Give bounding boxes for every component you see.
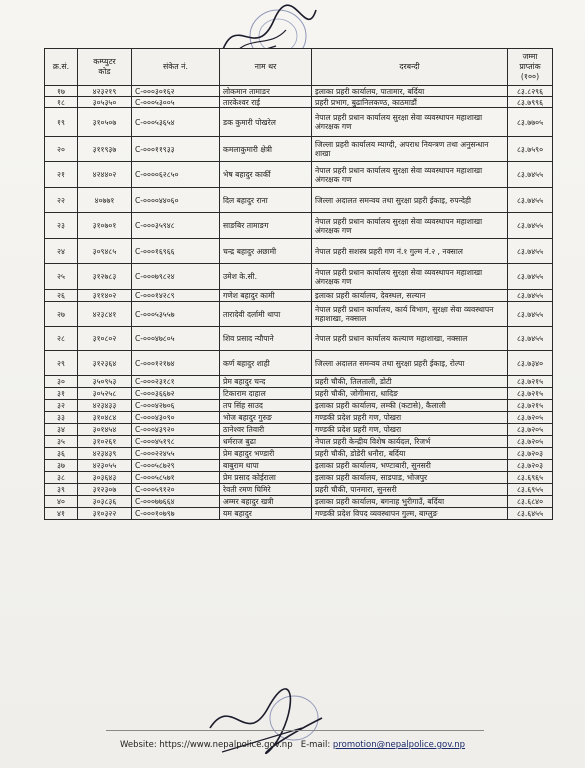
footer-email-link[interactable]: promotion@nepalpolice.gov.np	[332, 740, 466, 750]
row-computer-code: ३१०२६१	[78, 436, 132, 448]
row-total-marks: ८३.७२१५	[508, 376, 553, 388]
row-total-marks: ८३.७२०३	[508, 448, 553, 460]
footer	[0, 740, 585, 750]
row-post: नेपाल प्रहरी प्रधान कार्यालय, कार्य विभाग, सुरक्षा सेवा व्यवस्थापन महाशाखा, नक्साल	[312, 302, 508, 327]
row-post: नेपाल प्रहरी सशस्त्र प्रहरी गण नं.१ गुल्म नं.२ , नक्साल	[312, 239, 508, 264]
row-name: प्रेम बहादुर भण्डारी	[220, 448, 312, 460]
footer-divider	[106, 730, 484, 731]
table-row	[45, 376, 553, 388]
row-total-marks: ८३.६९५५	[508, 484, 553, 496]
row-name: बाबुराम थापा	[220, 460, 312, 472]
row-name: प्रेम बहादुर चन्द	[220, 376, 312, 388]
row-name: तप सिंह साउद	[220, 400, 312, 412]
row-computer-code: ४०७७१	[78, 188, 132, 213]
row-total-marks: ८३.७५९०	[508, 137, 553, 162]
table-row	[45, 327, 553, 351]
row-post: इलाका प्रहरी कार्यालय, लम्की (कटासे), कैलाली	[312, 400, 508, 412]
row-post: गण्डकी प्रदेश विपद व्यवस्थापन गुल्म, बाग्लुङ	[312, 508, 508, 520]
row-serial: २४	[45, 239, 78, 264]
row-total-marks: ८३.७२०५	[508, 424, 553, 436]
row-name: भोज बहादुर गुरुङ	[220, 412, 312, 424]
row-post: इलाका प्रहरी कार्यालय, भण्टाबारी, सुनसरी	[312, 460, 508, 472]
table-row	[45, 496, 553, 508]
row-computer-code: ४२३०५५	[78, 460, 132, 472]
row-serial: २३	[45, 213, 78, 239]
row-total-marks: ८३.७४५५	[508, 327, 553, 351]
row-computer-code: ३१०७०१	[78, 213, 132, 239]
table-row	[45, 388, 553, 400]
row-post: प्रहरी चौकी, जोगीमारा, धादिङ	[312, 388, 508, 400]
header-marks-line1: जम्मा	[522, 52, 538, 61]
row-total-marks: ८३.७४५५	[508, 290, 553, 302]
row-total-marks: ८३.७४५५	[508, 162, 553, 188]
row-computer-code: ३०३६४३	[78, 472, 132, 484]
row-name: दिल बहादुर राना	[220, 188, 312, 213]
table-row	[45, 264, 553, 290]
row-post: नेपाल प्रहरी प्रधान कार्यालय सुरक्षा सेवा व्यवस्थापन महाशाखा अंगरक्षक गण	[312, 108, 508, 137]
row-total-marks: ८३.७२०३	[508, 460, 553, 472]
table-row	[45, 108, 553, 137]
row-serial: १९	[45, 108, 78, 137]
row-computer-code: ३१०८०२	[78, 327, 132, 351]
row-symbol-number: C-०००३०१६२	[132, 86, 220, 97]
row-name: उमेश के.सी.	[220, 264, 312, 290]
row-computer-code: ३१०४८४	[78, 412, 132, 424]
table-row	[45, 460, 553, 472]
row-symbol-number: C-०००२२४५५	[132, 448, 220, 460]
row-post: गण्डकी प्रदेश प्रहरी गण, पोखरा	[312, 424, 508, 436]
row-symbol-number: C-०००५३००५	[132, 97, 220, 108]
row-name: यम बहादुर	[220, 508, 312, 520]
row-name: कर्ण बहादुर शाही	[220, 351, 312, 376]
results-table	[44, 48, 553, 520]
table-row	[45, 484, 553, 496]
row-serial: ३७	[45, 460, 78, 472]
row-name: तारादेवी दर्लामी थापा	[220, 302, 312, 327]
row-post: इलाका प्रहरी कार्यालय, साडपाड, भोजपुर	[312, 472, 508, 484]
row-symbol-number: C-००००६२८५०	[132, 162, 220, 188]
row-serial: ३३	[45, 412, 78, 424]
row-computer-code: ३१२७८३	[78, 264, 132, 290]
header-total-marks	[508, 49, 553, 86]
row-serial: ४१	[45, 508, 78, 520]
row-serial: ३१	[45, 388, 78, 400]
table-row	[45, 213, 553, 239]
footer-website[interactable]: Website: https://www.nepalpolice.gov.np	[119, 740, 293, 750]
row-computer-code: ३०१४५४	[78, 424, 132, 436]
row-total-marks: ८३.७४५५	[508, 264, 553, 290]
table-row	[45, 239, 553, 264]
row-serial: ३६	[45, 448, 78, 460]
row-total-marks: ८३.८२९६	[508, 86, 553, 97]
row-symbol-number: C-०००५३५५७	[132, 302, 220, 327]
row-total-marks: ८३.७४५५	[508, 188, 553, 213]
row-post: इलाका प्रहरी कार्यालय, देवस्थल, सल्यान	[312, 290, 508, 302]
table-row	[45, 412, 553, 424]
row-total-marks: ८३.७४५५	[508, 239, 553, 264]
row-post: जिल्ला प्रहरी कार्यालय म्याग्दी, अपराध नियन्त्रण तथा अनुसन्धान शाखा	[312, 137, 508, 162]
row-computer-code: ४२३८४१	[78, 302, 132, 327]
row-symbol-number: C-०००१२१७४	[132, 351, 220, 376]
row-total-marks: ८३.६४५५	[508, 508, 553, 520]
row-symbol-number: C-०००४५१९८	[132, 436, 220, 448]
row-computer-code: ३०३८३६	[78, 496, 132, 508]
header-symbol-number: संकेत नं.	[132, 49, 220, 86]
row-serial: ३५	[45, 436, 78, 448]
table-header-row	[45, 49, 553, 86]
signature-stamp	[202, 688, 362, 768]
row-symbol-number: C-०००५८७२९	[132, 460, 220, 472]
header-serial: क्र.सं.	[45, 49, 78, 86]
row-serial: २८	[45, 327, 78, 351]
row-total-marks: ८३.७७०५	[508, 108, 553, 137]
row-total-marks: ८३.६८४०	[508, 496, 553, 508]
row-symbol-number: C-०००५९१२०	[132, 484, 220, 496]
row-total-marks: ८३.७२०५	[508, 412, 553, 424]
row-post: नेपाल प्रहरी प्रधान कार्यालय सुरक्षा सेवा व्यवस्थापन महाशाखा अंगरक्षक गण	[312, 213, 508, 239]
header-code-line2: कोड	[98, 67, 111, 76]
row-symbol-number: C-०००१४२८९	[132, 290, 220, 302]
row-serial: २६	[45, 290, 78, 302]
row-name: डक कुमारी पोखरेल	[220, 108, 312, 137]
row-serial: ४०	[45, 496, 78, 508]
row-name: शिव प्रसाद न्यौपाने	[220, 327, 312, 351]
row-computer-code: ३१२३६४	[78, 351, 132, 376]
table-row	[45, 97, 553, 108]
row-post: नेपाल प्रहरी प्रधान कार्यालय कल्याण महाशाखा, नक्साल	[312, 327, 508, 351]
table-row	[45, 86, 553, 97]
row-post: प्रहरी प्रभाग, बुढानिलकण्ठ, काठमाडौं	[312, 97, 508, 108]
row-symbol-number: C-०००७९८२४	[132, 264, 220, 290]
row-symbol-number: C-०००११९३३	[132, 137, 220, 162]
row-total-marks: ८३.७४५५	[508, 213, 553, 239]
row-total-marks: ८३.७९९६	[508, 97, 553, 108]
row-post: नेपाल प्रहरी केन्द्रीय विशेष कार्यदल, रिजर्भ	[312, 436, 508, 448]
table-row	[45, 290, 553, 302]
row-symbol-number: C-००००४४०६०	[132, 188, 220, 213]
row-symbol-number: C-०००३६६७२	[132, 388, 220, 400]
table-row	[45, 400, 553, 412]
row-serial: २०	[45, 137, 78, 162]
table-row	[45, 162, 553, 188]
row-name: कमलाकुमारी क्षेत्री	[220, 137, 312, 162]
row-computer-code: ४२३४३३	[78, 400, 132, 412]
row-symbol-number: C-०००५३६५४	[132, 108, 220, 137]
row-post: नेपाल प्रहरी प्रधान कार्यालय सुरक्षा सेवा व्यवस्थापन महाशाखा अंगरक्षक गण	[312, 264, 508, 290]
row-serial: २२	[45, 188, 78, 213]
table-body	[45, 86, 553, 520]
row-serial: २५	[45, 264, 78, 290]
row-post: जिल्ला अदालत समन्वय तथा सुरक्षा प्रहरी ईकाइ, रोल्पा	[312, 351, 508, 376]
row-serial: ३९	[45, 484, 78, 496]
row-post: इलाका प्रहरी कार्यालय, बगनाह भुरीगाउँ, बर्दिया	[312, 496, 508, 508]
row-symbol-number: C-०००५८५७१	[132, 472, 220, 484]
row-post: इलाका प्रहरी कार्यालय, पातामार, बर्दिया	[312, 86, 508, 97]
row-total-marks: ८३.७४५५	[508, 302, 553, 327]
row-computer-code: ३११९३७	[78, 137, 132, 162]
row-name: साङबिर तामाङग	[220, 213, 312, 239]
row-symbol-number: C-०००४३९२०	[132, 424, 220, 436]
row-computer-code: ४२३२१९	[78, 86, 132, 97]
header-name: नाम थर	[220, 49, 312, 86]
row-computer-code: ३१०३२२	[78, 508, 132, 520]
row-name: अम्मर बहादुर खत्री	[220, 496, 312, 508]
row-symbol-number: C-०००१०७९७	[132, 508, 220, 520]
header-computer-code	[78, 49, 132, 86]
row-computer-code: ३०५२५८	[78, 388, 132, 400]
row-serial: १७	[45, 86, 78, 97]
row-post: गण्डकी प्रदेश प्रहरी गण, पोखरा	[312, 412, 508, 424]
table-row	[45, 448, 553, 460]
row-name: प्रेम प्रसाद कोईराला	[220, 472, 312, 484]
row-serial: ३४	[45, 424, 78, 436]
row-symbol-number: C-०००४२७०६	[132, 400, 220, 412]
row-name: भेष बहादुर कार्की	[220, 162, 312, 188]
row-serial: ३२	[45, 400, 78, 412]
table-row	[45, 436, 553, 448]
row-post: नेपाल प्रहरी प्रधान कार्यालय सुरक्षा सेवा व्यवस्थापन महाशाखा अंगरक्षक गण	[312, 162, 508, 188]
table-row	[45, 472, 553, 484]
header-marks-line3: (१००)	[520, 72, 540, 81]
row-computer-code: ४२३४३९	[78, 448, 132, 460]
row-symbol-number: C-०००३५९४८	[132, 213, 220, 239]
row-computer-code: ४२४४०२	[78, 162, 132, 188]
row-total-marks: ८३.७३४०	[508, 351, 553, 376]
row-symbol-number: C-०००४७८०५	[132, 327, 220, 351]
row-symbol-number: C-०००४३०९०	[132, 412, 220, 424]
row-serial: ३८	[45, 472, 78, 484]
row-name: ठानेश्वर तिवारी	[220, 424, 312, 436]
row-computer-code: ३१०५०७	[78, 108, 132, 137]
row-symbol-number: C-०००२३१८१	[132, 376, 220, 388]
row-name: चन्द्र बहादुर अछामी	[220, 239, 312, 264]
row-name: तारकेश्वर राई	[220, 97, 312, 108]
table-row	[45, 424, 553, 436]
table-row	[45, 302, 553, 327]
row-symbol-number: C-०००७७६६४	[132, 496, 220, 508]
row-symbol-number: C-०००१६९६६	[132, 239, 220, 264]
row-serial: २९	[45, 351, 78, 376]
row-name: गणेश बहादुर कामी	[220, 290, 312, 302]
row-total-marks: ८३.७२१५	[508, 388, 553, 400]
row-serial: २१	[45, 162, 78, 188]
header-code-line1: कम्प्युटर	[93, 57, 116, 66]
row-computer-code: ३१२३०७	[78, 484, 132, 496]
row-post: प्रहरी चौकी, डोडेरी धनौरा, बर्दिया	[312, 448, 508, 460]
table-row	[45, 351, 553, 376]
row-post: प्रहरी चौकी, पानमारा, सुनसरी	[312, 484, 508, 496]
row-computer-code: ३५०९५३	[78, 376, 132, 388]
row-computer-code: ३०५३५०	[78, 97, 132, 108]
row-post: प्रहरी चौकी, तिलताली, डोटी	[312, 376, 508, 388]
row-computer-code: ३११४०२	[78, 290, 132, 302]
row-name: धर्मराज बुढा	[220, 436, 312, 448]
row-serial: ३०	[45, 376, 78, 388]
row-total-marks: ८३.७२०५	[508, 436, 553, 448]
table-row	[45, 137, 553, 162]
row-total-marks: ८३.६९६५	[508, 472, 553, 484]
row-serial: २७	[45, 302, 78, 327]
row-total-marks: ८३.७२१५	[508, 400, 553, 412]
row-serial: १८	[45, 97, 78, 108]
row-computer-code: ३०९४८५	[78, 239, 132, 264]
header-marks-line2: प्राप्तांक	[519, 62, 541, 71]
table-row	[45, 188, 553, 213]
row-name: टिकाराम दाहाल	[220, 388, 312, 400]
row-name: लोकमान तामाङर	[220, 86, 312, 97]
table-row	[45, 508, 553, 520]
footer-email-label: E-mail:	[300, 740, 331, 750]
row-post: जिल्ला अदालत समन्वय तथा सुरक्षा प्रहरी ईकाइ, रुपन्देही	[312, 188, 508, 213]
row-name: रेवती रमण घिमिरे	[220, 484, 312, 496]
header-post: दरबन्दी	[312, 49, 508, 86]
